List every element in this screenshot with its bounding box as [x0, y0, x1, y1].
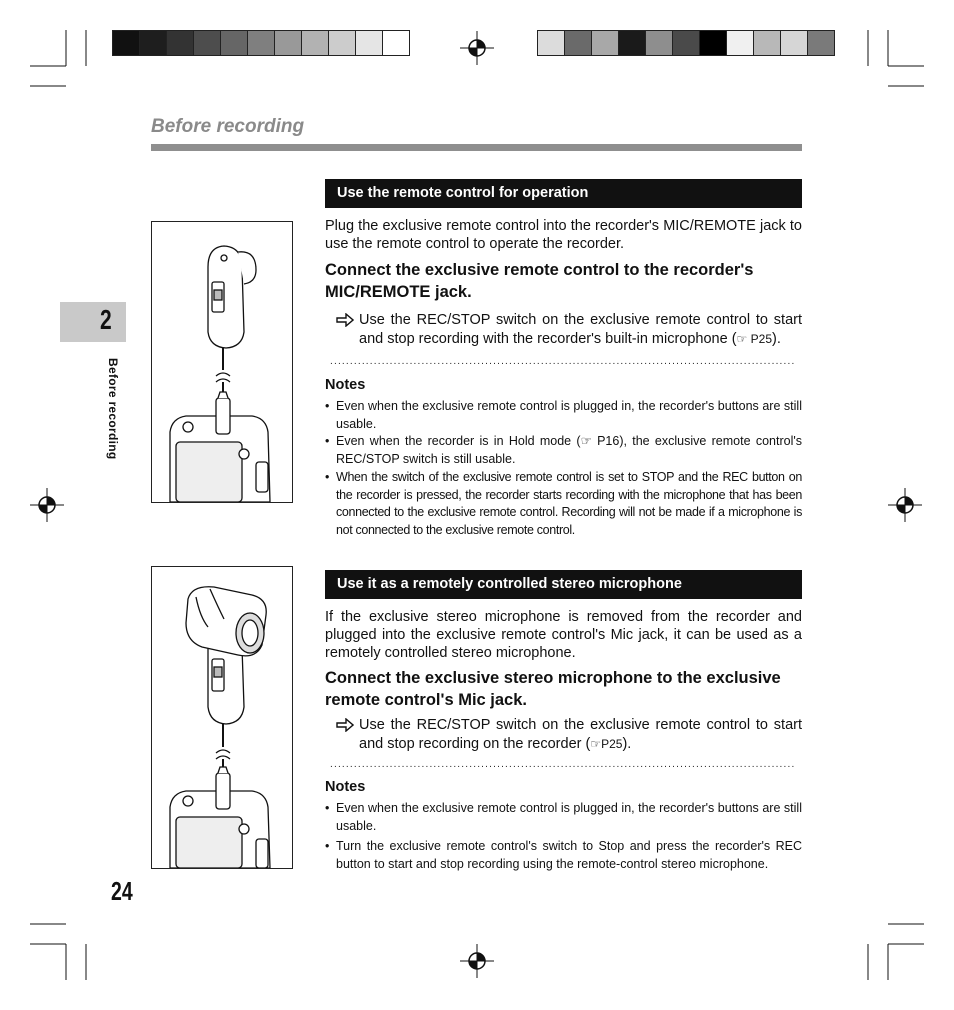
section2-notes-title: Notes [325, 779, 366, 795]
header-rule [151, 144, 802, 151]
section2-step [336, 716, 802, 754]
section1-notes-title: Notes [325, 377, 366, 393]
section1-step-ref: ☞ P25 [736, 332, 772, 346]
registration-mark-left-icon [30, 488, 64, 522]
section1-step-text: Use the REC/STOP switch on the exclusive remote control to start and stop recording with the recorder's built-in microphone ( [359, 312, 802, 347]
chapter-number: 2 [100, 304, 112, 335]
arrow-right-icon [336, 313, 354, 327]
figure-remote-control [151, 221, 293, 503]
section1-note-3: • When the switch of the exclusive remote control is set to STOP and the REC button on the recorder is pressed, the recorder starts recording with the microphone that has been connected to the exclusive remote control. Recording will not be made if a microphone is not connected to the exclusive remote control. [325, 470, 802, 537]
dotted-separator-2: ..................................................................................................................... [330, 759, 796, 770]
section1-note-1: • Even when the exclusive remote control is plugged in, the recorder's buttons are still usable. [325, 399, 802, 431]
dotted-separator-1: ..................................................................................................................... [330, 356, 796, 367]
arrow-right-icon [336, 718, 354, 732]
section1-note-2: • Even when the recorder is in Hold mode (☞ P16), the exclusive remote control's REC/STOP switch is still usable. [325, 434, 802, 466]
stereo-microphone-illustration-icon [152, 567, 292, 868]
section2-intro: If the exclusive stereo microphone is removed from the recorder and plugged into the exclusive remote control's Mic jack, it can be used as a remotely controlled stereo microphone. [325, 609, 802, 661]
section2-step-text: Use the REC/STOP switch on the exclusive remote control to start and stop recording on the recorder ( [359, 717, 802, 752]
section2-note-2: • Turn the exclusive remote control's switch to Stop and press the recorder's REC button to start and stop recording using the remote-control stereo microphone. [325, 839, 802, 871]
section1-step-title: Connect the exclusive remote control to the recorder's MIC/REMOTE jack. [325, 261, 754, 301]
section1-intro: Plug the exclusive remote control into the recorder's MIC/REMOTE jack to use the remote control to operate the recorder. [325, 218, 802, 252]
section1-step-text-end: ). [772, 331, 781, 347]
section1-step [336, 311, 802, 349]
page-number: 24 [111, 876, 133, 906]
section2-heading: Use it as a remotely controlled stereo microphone [325, 570, 802, 599]
section1-heading: Use the remote control for operation [325, 179, 802, 208]
section2-step-ref: ☞P25 [590, 737, 623, 751]
figure-stereo-microphone [151, 566, 293, 869]
registration-mark-top-icon [460, 31, 494, 65]
registration-mark-bottom-icon [460, 944, 494, 978]
remote-control-illustration-icon [152, 222, 292, 502]
section-title: Before recording [151, 116, 305, 137]
section2-note-1: • Even when the exclusive remote control is plugged in, the recorder's buttons are still usable. [325, 801, 802, 833]
chapter-side-label: Before recording [106, 358, 120, 460]
chapter-tab [60, 302, 126, 342]
section2-step-text-end: ). [622, 736, 632, 752]
registration-mark-right-icon [888, 488, 922, 522]
section2-step-title: Connect the exclusive stereo microphone to the exclusive remote control's Mic jack. [325, 669, 781, 709]
